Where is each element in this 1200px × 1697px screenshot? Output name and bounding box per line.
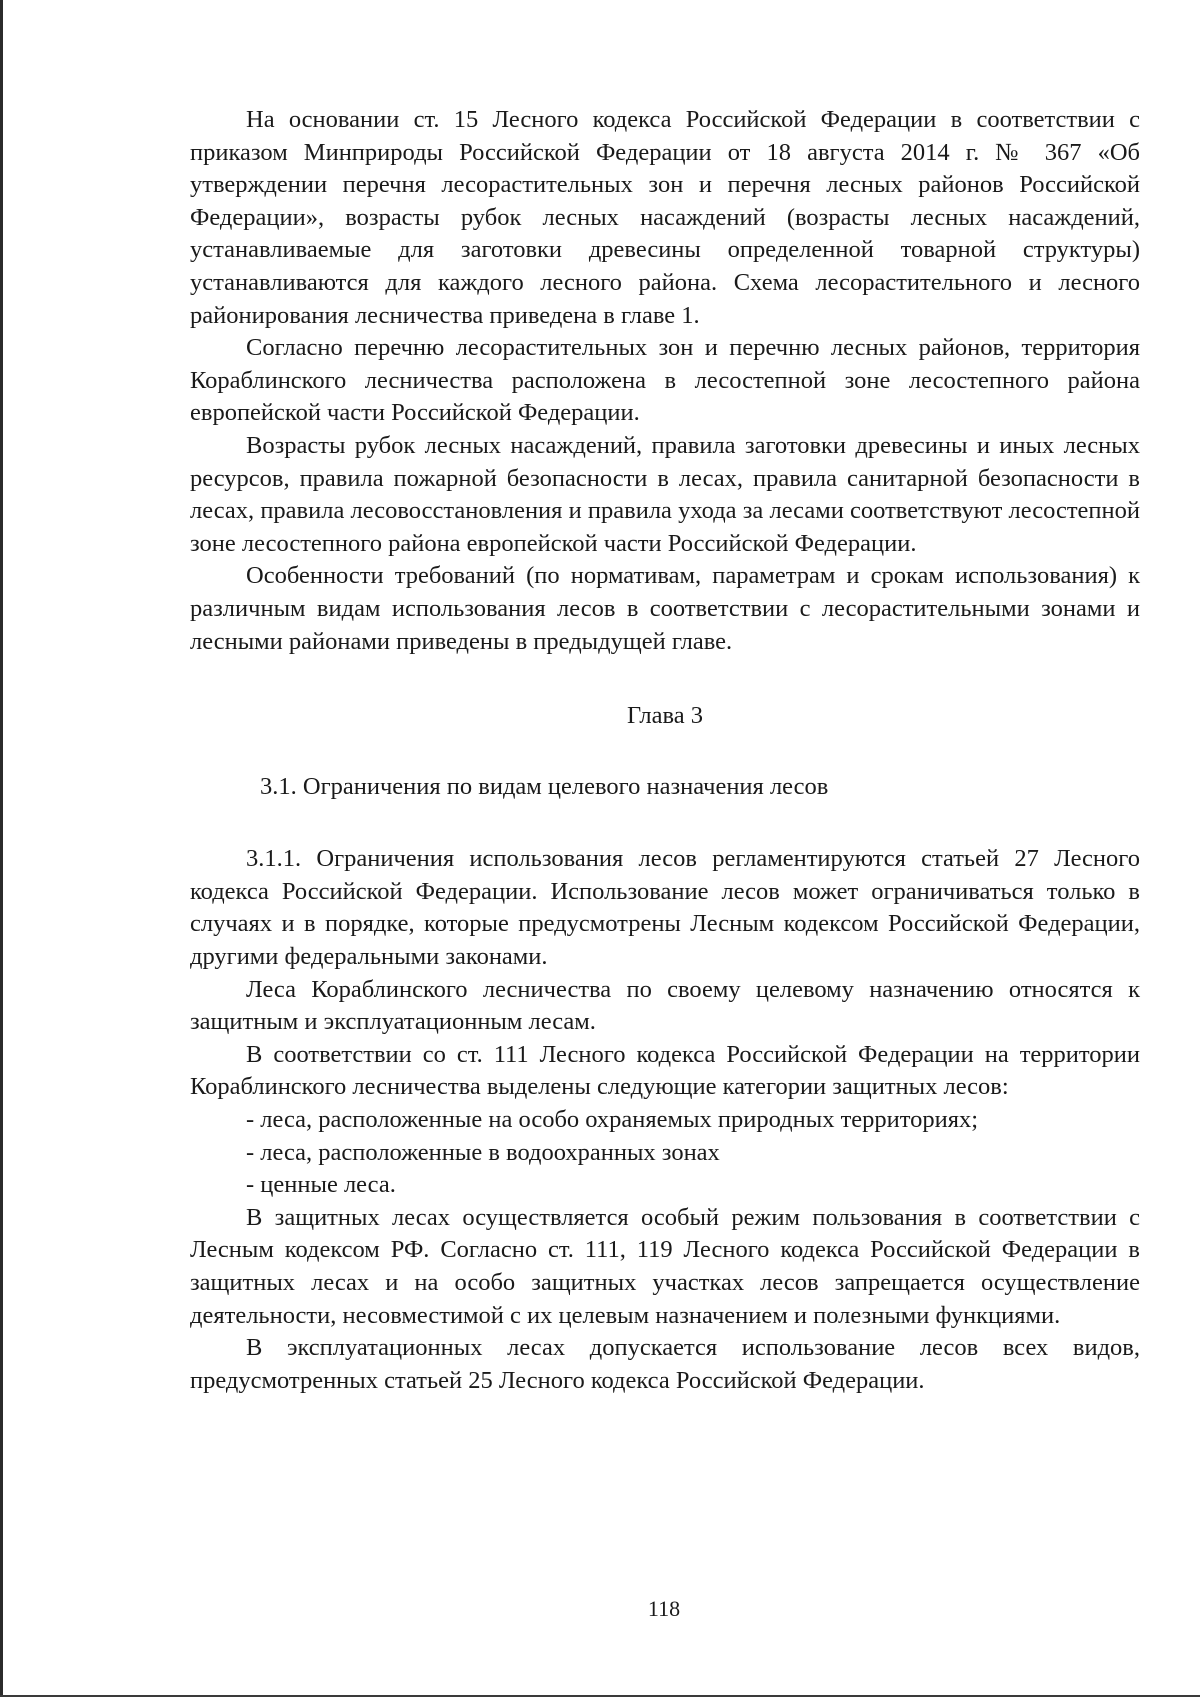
list-item-protected-territories: - леса, расположенные на особо охраняемых природных территориях; [246, 1106, 979, 1134]
paragraph-requirements: Особенности требований (по нормативам, параметрам и срокам использования) к различным видам использования лесов в соответствии с лесорастительными зонами и лесными районами приведены в предыдущей главе. [190, 562, 1140, 655]
paragraph-cutting-ages: Возрасты рубок лесных насаждений, правила заготовки древесины и иных лесных ресурсов, правила пожарной безопасности в лесах, правила санитарной безопасности в лесах, правила лесовосстановления и правила ухода за лесами соответствуют лесостепной зоне лесостепного района европейской части Российской Федерации. [190, 431, 1140, 557]
paragraph-forest-zones: Согласно перечню лесорастительных зон и перечню лесных районов, территория Кораблинского лесничества расположена в лесостепной зоне лесостепного района европейской части Российской Федерации. [190, 334, 1140, 427]
chapter-title: Глава 3 [627, 702, 703, 730]
scan-left-edge [0, 0, 3, 1697]
paragraph-protective-regime: В защитных лесах осуществляется особый режим пользования в соответствии с Лесным кодексом РФ. Согласно ст. 111, 119 Лесного кодекса Российской Федерации в защитных лесах и на особо защитных участках лесов запрещается осуществление деятельности, несовместимой с их целевым назначением и полезными функциями. [190, 1203, 1140, 1329]
paragraph-forest-purpose: Леса Кораблинского лесничества по своему целевому назначению относятся к защитным и эксплуатационным лесам. [190, 975, 1140, 1036]
list-item-water-protection: - леса, расположенные в водоохранных зонах [246, 1138, 720, 1166]
page-number: 118 [647, 1596, 681, 1621]
paragraph-exploitation-forests: В эксплуатационных лесах допускается использование лесов всех видов, предусмотренных статьей 25 Лесного кодекса Российской Федерации. [190, 1334, 1140, 1394]
page-body [190, 104, 1140, 1397]
list-item-valuable-forests: - ценные леса. [246, 1171, 396, 1199]
paragraph-legal-basis: На основании ст. 15 Лесного кодекса Российской Федерации в соответствии с приказом Минприроды Российской Федерации от 18 августа 2014 г. № 367 «Об утверждении перечня лесорастительных зон и перечня лесных районов Российской Федерации», возрасты рубок лесных насаждений (возрасты лесных насаждений, устанавливаемые для заготовки древесины определенной товарной структуры) устанавливаются для каждого лесного района. Схема лесорастительного и лесного районирования лесничества приведена в главе 1. [190, 106, 1140, 329]
paragraph-protective-categories: В соответствии со ст. 111 Лесного кодекса Российской Федерации на территории Кораблинского лесничества выделены следующие категории защитных лесов: [190, 1040, 1140, 1101]
paragraph-restrictions: 3.1.1. Ограничения использования лесов регламентируются статьей 27 Лесного кодекса Российской Федерации. Использование лесов может ограничиваться только в случаях и в порядке, которые предусмотрены Лесным кодексом Российской Федерации, другими федеральными законами. [190, 845, 1140, 971]
section-title: 3.1. Ограничения по видам целевого назначения лесов [260, 772, 829, 800]
